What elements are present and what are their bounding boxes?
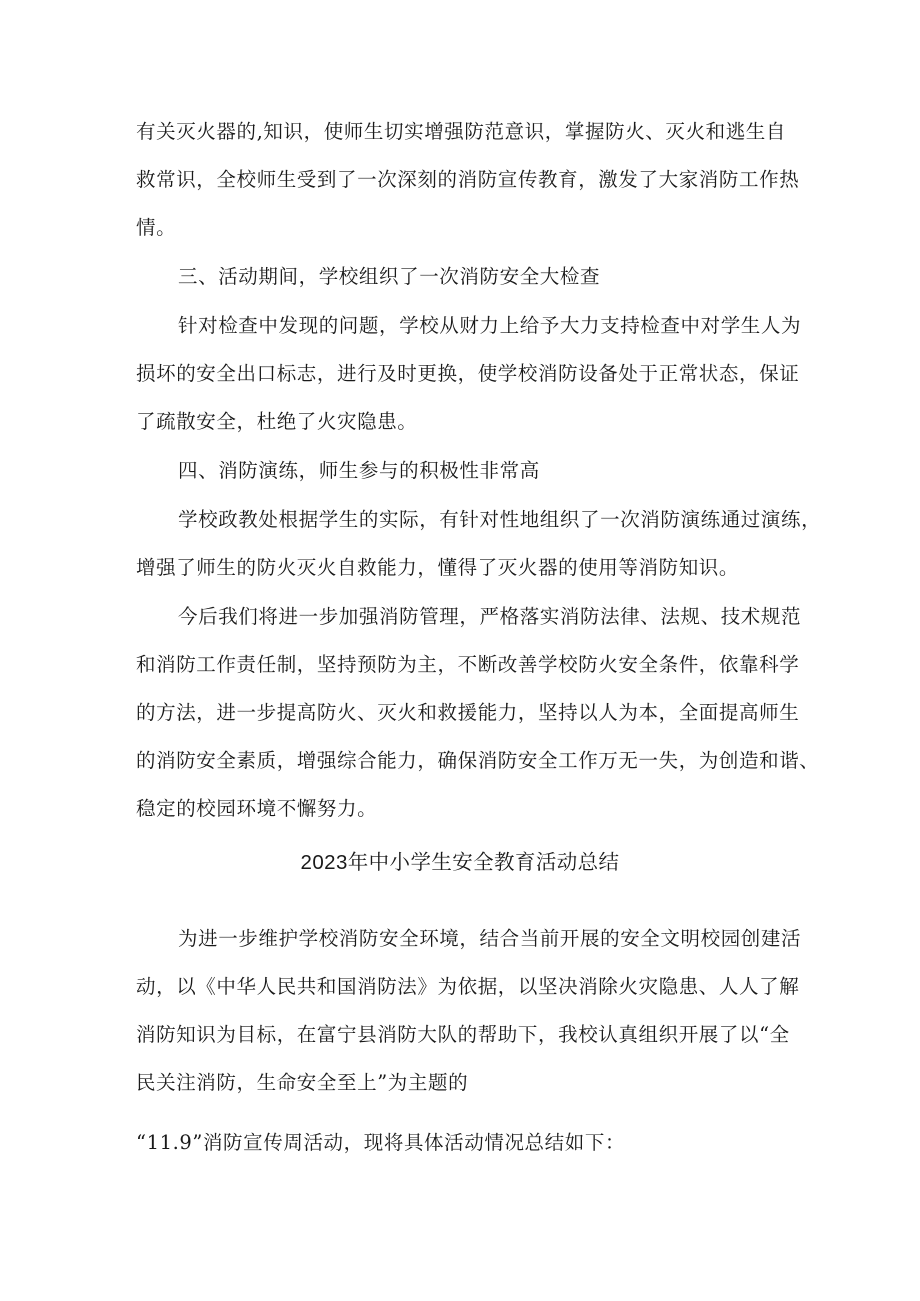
- paragraph-line: 和消防工作责任制，坚持预防为主，不断改善学校防火安全条件，依靠科学: [136, 653, 800, 676]
- paragraph-line: 今后我们将进一步加强消防管理，严格落实消防法律、法规、技术规范: [178, 605, 802, 628]
- paragraph-line: 了疏散安全，杜绝了火灾隐患。: [136, 410, 418, 433]
- paragraph-line: 的消防安全素质，增强综合能力，确保消防安全工作万无一失，为创造和谐、: [136, 749, 820, 772]
- paragraph-line: 稳定的校园环境不懈努力。: [136, 797, 378, 820]
- paragraph-line: 动，以《中华人民共和国消防法》为依据，以坚决消除火灾隐患、人人了解: [136, 975, 800, 998]
- paragraph-line: 针对检查中发现的问题，学校从财力上给予大力支持检查中对学生人为: [178, 314, 802, 337]
- section-heading: 三、活动期间，学校组织了一次消防安全大检查: [178, 265, 601, 288]
- paragraph-line: 民关注消防，生命安全至上”为主题的: [136, 1071, 469, 1094]
- section-heading: 四、消防演练，师生参与的积极性非常高: [178, 459, 540, 482]
- paragraph-line: 的方法，进一步提高防火、灭火和救援能力，坚持以人为本，全面提高师生: [136, 701, 800, 724]
- paragraph-line: 救常识，全校师生受到了一次深刻的消防宣传教育，激发了大家消防工作热: [136, 168, 800, 191]
- paragraph-line: 学校政教处根据学生的实际，有针对性地组织了一次消防演练通过演练，: [178, 508, 822, 531]
- paragraph-line: 增强了师生的防火灭火自救能力，懂得了灭火器的使用等消防知识。: [136, 556, 740, 579]
- paragraph-line: 消防知识为目标，在富宁县消防大队的帮助下，我校认真组织开展了以“全: [136, 1023, 790, 1046]
- document-title: 2023年中小学生安全教育活动总结: [300, 851, 620, 874]
- paragraph-line: 损坏的安全出口标志，进行及时更换，使学校消防设备处于正常状态，保证: [136, 362, 800, 385]
- paragraph-line: “11.9”消防宣传周活动，现将具体活动情况总结如下：: [136, 1131, 626, 1154]
- paragraph-line: 为进一步维护学校消防安全环境，结合当前开展的安全文明校园创建活: [178, 927, 802, 950]
- paragraph-line: 有关灭火器的,知识，使师生切实增强防范意识，掌握防火、灭火和逃生自: [136, 120, 786, 143]
- paragraph-line: 情。: [136, 216, 177, 239]
